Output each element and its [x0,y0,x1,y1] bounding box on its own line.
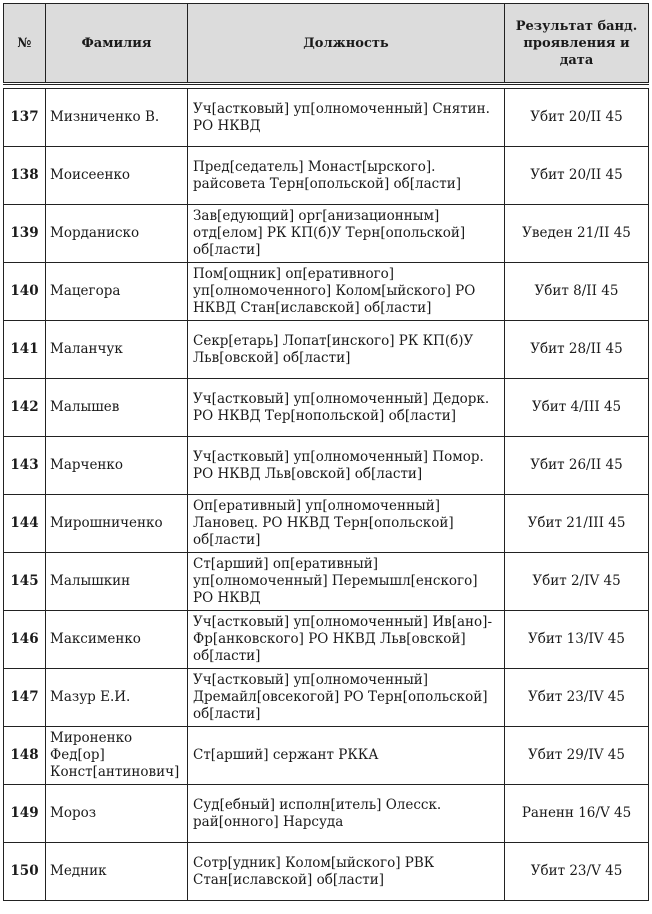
row-result: Убит 23/IV 45 [505,669,649,727]
table-row [4,147,649,205]
row-position: Ст[арший] оп[еративный] уп[олномоченный] Перемышл[енского] РО НКВД [188,553,505,611]
row-number: 140 [4,263,46,321]
row-number: 144 [4,495,46,553]
table-header [4,4,649,84]
row-surname: Мазур Е.И. [46,669,188,727]
row-number: 138 [4,147,46,205]
document-page [3,3,648,901]
row-result: Убит 13/IV 45 [505,611,649,669]
row-surname: Мацегора [46,263,188,321]
table-body [4,89,649,901]
table-row [4,669,649,727]
table-row [4,89,649,147]
row-position: Оп[еративный] уп[олномоченный] Лановец. РО НКВД Терн[опольской] об[ласти] [188,495,505,553]
row-number: 146 [4,611,46,669]
row-number: 142 [4,379,46,437]
row-number: 148 [4,727,46,785]
row-surname: Малышев [46,379,188,437]
casualty-table [3,3,649,901]
row-position: Уч[астковый] уп[олномоченный] Снятин. РО НКВД [188,89,505,147]
row-result: Убит 20/II 45 [505,89,649,147]
header-position: Должность [188,4,505,84]
row-surname: Максименко [46,611,188,669]
row-result: Убит 23/V 45 [505,843,649,901]
row-surname: Малышкин [46,553,188,611]
row-number: 141 [4,321,46,379]
table-row [4,727,649,785]
row-result: Убит 2/IV 45 [505,553,649,611]
table-row [4,553,649,611]
row-result: Убит 4/III 45 [505,379,649,437]
table-row [4,843,649,901]
row-number: 145 [4,553,46,611]
row-surname: Морданиско [46,205,188,263]
row-result: Убит 8/II 45 [505,263,649,321]
row-number: 147 [4,669,46,727]
header-result: Результат банд. проявления и дата [505,4,649,84]
row-position: Суд[ебный] исполн[итель] Олесск. рай[онного] Нарсуда [188,785,505,843]
row-result: Убит 21/III 45 [505,495,649,553]
row-number: 150 [4,843,46,901]
table-row [4,263,649,321]
row-number: 143 [4,437,46,495]
row-position: Уч[астковый] уп[олномоченный] Дремайл[овсекогой] РО Терн[опольской] об[ласти] [188,669,505,727]
header-name: Фамилия [46,4,188,84]
table-row [4,321,649,379]
row-surname: Мирошниченко [46,495,188,553]
row-result: Убит 28/II 45 [505,321,649,379]
row-surname: Моисеенко [46,147,188,205]
row-result: Раненн 16/V 45 [505,785,649,843]
row-position: Ст[арший] сержант РККА [188,727,505,785]
table-row [4,379,649,437]
row-surname: Мизниченко В. [46,89,188,147]
row-position: Сотр[удник] Колом[ыйского] РВК Стан[иславской] об[ласти] [188,843,505,901]
row-position: Пред[седатель] Монаст[ырского]. райсовета Терн[опольской] об[ласти] [188,147,505,205]
row-result: Убит 29/IV 45 [505,727,649,785]
row-number: 137 [4,89,46,147]
header-row [4,4,649,84]
row-position: Секр[етарь] Лопат[инского] РК КП(б)У Льв[овской] об[ласти] [188,321,505,379]
table-row [4,611,649,669]
row-number: 139 [4,205,46,263]
row-result: Убит 26/II 45 [505,437,649,495]
row-position: Зав[едующий] орг[анизационным] отд[елом] РК КП(б)У Терн[опольской] об[ласти] [188,205,505,263]
row-position: Уч[астковый] уп[олномоченный] Ив[ано]-Фр[анковского] РО НКВД Льв[овской] об[ласти] [188,611,505,669]
row-position: Уч[астковый] уп[олномоченный] Помор. РО НКВД Льв[овской] об[ласти] [188,437,505,495]
table-row [4,495,649,553]
header-num: № [4,4,46,84]
row-result: Убит 20/II 45 [505,147,649,205]
row-surname: Мироненко Фед[ор] Конст[антинович] [46,727,188,785]
row-result: Уведен 21/II 45 [505,205,649,263]
row-surname: Маланчук [46,321,188,379]
row-surname: Мороз [46,785,188,843]
row-surname: Медник [46,843,188,901]
table-row [4,205,649,263]
row-number: 149 [4,785,46,843]
table-row [4,437,649,495]
table-row [4,785,649,843]
row-surname: Марченко [46,437,188,495]
row-position: Уч[астковый] уп[олномоченный] Дедорк. РО НКВД Тер[нопольской] об[ласти] [188,379,505,437]
row-position: Пом[ощник] оп[еративного] уп[олномоченного] Колом[ыйского] РО НКВД Стан[иславской] об[ласти] [188,263,505,321]
